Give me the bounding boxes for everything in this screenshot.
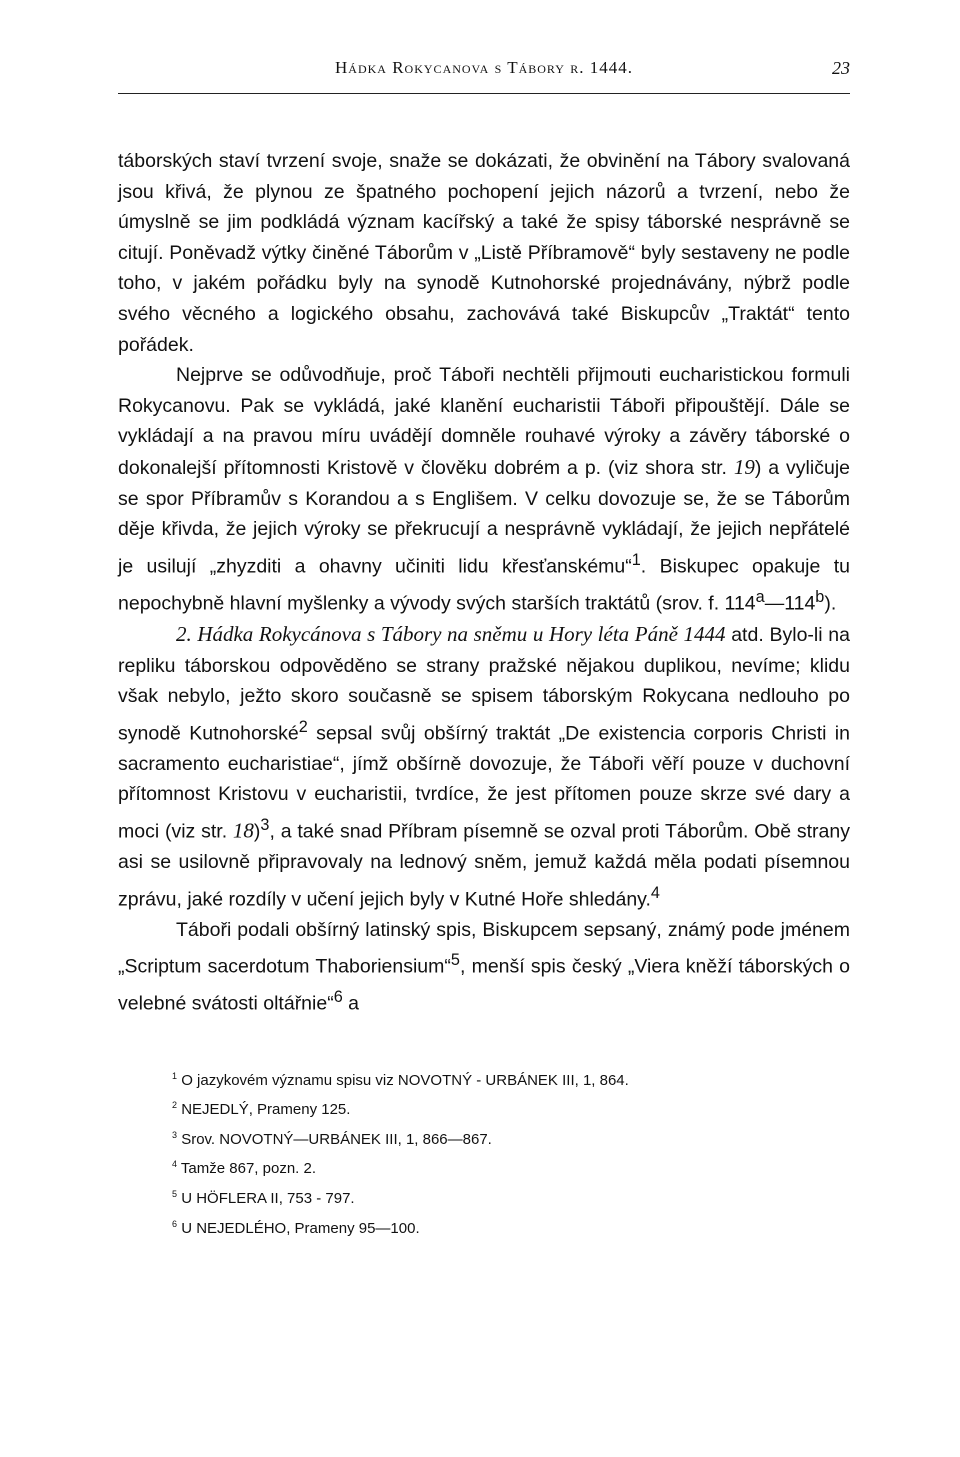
- page-number: 23: [832, 58, 850, 78]
- footnote: $^3$ Srov. NOVOTNÝ—URBÁNEK III, 1, 866—867.: [172, 1129, 492, 1148]
- running-title: Hádka Rokycanova s Tábory r. 1444.: [335, 58, 633, 77]
- header-rule: [118, 93, 850, 94]
- footnote: $^1$ O jazykovém významu spisu viz NOVOTNÝ - URBÁNEK III, 1, 864.: [172, 1070, 629, 1089]
- body-text: [118, 146, 850, 1020]
- footnote: $^4$ Tamže 867, pozn. 2.: [172, 1159, 317, 1178]
- paragraph-3: 2. Hádka Rokycánova s Tábory na sněmu u Hory léta Páně 1444 atd. Bylo-li na repliku táborskou odpověděno se strany pražské nějakou duplikou, nevíme; klidu však nebylo, ježto skoro současně se spisem táborským Rokycana nedlouho po synodě Kutnohorské$^2$ sepsal svůj obšírný traktát „De existencia corporis Christi in sacramento eucharistiae“, jímž obšírně dovozuje, že Táboři věří pouze v duchovní přítomnost Kristovu v eucharistii, tvrdíce, že jest přítomen pouze skrze své dary a moci (viz str. 18)$^3$, a také snad Příbram písemně se ozval proti Táborům. Obě strany asi se usilovně připravovaly na lednový sněm, jemuž každá měla podati písemnou zprávu, jaké rozdíly v učení jejich byly v Kutné Hoře shledány.$^4$: [118, 621, 851, 911]
- footnotes: [118, 1064, 850, 1242]
- footnote: $^5$ U HÖFLERA II, 753 - 797.: [172, 1188, 355, 1207]
- page: [118, 58, 850, 1241]
- footnote-ref: 5: [450, 951, 460, 970]
- paragraph-2: Nejprve se odůvodňuje, proč Táboři nechtěli přijmouti eucharistickou formuli Rokycanovu. Pak se vykládá, jaké klanění eucharistii Táboři připouštějí. Dále se vykládají a na pravou míru uvádějí domněle rouhavé výroky a závěry táborské o dokonalejší přítomnosti Kristově v člověku dobrém a p. (viz shora str. 19) a vyličuje se spor Příbramův s Korandou a s Englišem. V celku dovozuje se, že se Táborům děje křivda, že jejich výroky se překrucují a nesprávně vykládají, že jejich nepřátelé je usilují „zhyzditi a ohavny učiniti lidu křesťanskému“$^1$. Biskupec opakuje tu nepochybně hlavní myšlenky a vývody svých starších traktátů (srov. f. 114$^a$—114$^b$).: [118, 364, 850, 615]
- footnote-ref: 1: [631, 550, 641, 569]
- page-reference: 19: [733, 454, 755, 479]
- footnote-ref: 4: [650, 883, 660, 902]
- page-header: [118, 58, 850, 90]
- section-heading: 2. Hádka Rokycánova s Tábory na sněmu u Hory léta Páně 1444: [176, 621, 726, 646]
- footnote-ref: 2: [298, 717, 308, 736]
- footnote-ref: 3: [260, 815, 270, 834]
- footnote-ref: 6: [333, 988, 343, 1007]
- paragraph-4: Táboři podali obšírný latinský spis, Biskupcem sepsaný, známý pode jménem „Scriptum sacerdotum Thaboriensium“$^5$, menší spis český „Viera kněží táborských o velebné svátosti oltářnie“$^6$ a: [118, 918, 850, 1015]
- footnote: $^2$ NEJEDLÝ, Prameny 125.: [172, 1100, 351, 1119]
- paragraph-1: táborských staví tvrzení svoje, snaže se dokázati, že obvinění na Tábory svalovaná jsou křivá, že plynou ze špatného pochopení jejich názorů a tvrzení, nebo že úmyslně se jim podkládá význam kacířský a také že spisy táborské nesprávně se citují. Poněvadž výtky činěné Táborům v „Listě Příbramově“ byly sestaveny ne podle toho, v jakém pořádku byly na synodě Kutnohorské projednávány, nýbrž podle svého věcného a logického obsahu, zachovává také Biskupcův „Traktát“ tento pořádek.: [118, 150, 850, 356]
- page-reference: 18: [232, 818, 254, 843]
- footnote: $^6$ U NEJEDLÉHO, Prameny 95—100.: [172, 1218, 420, 1237]
